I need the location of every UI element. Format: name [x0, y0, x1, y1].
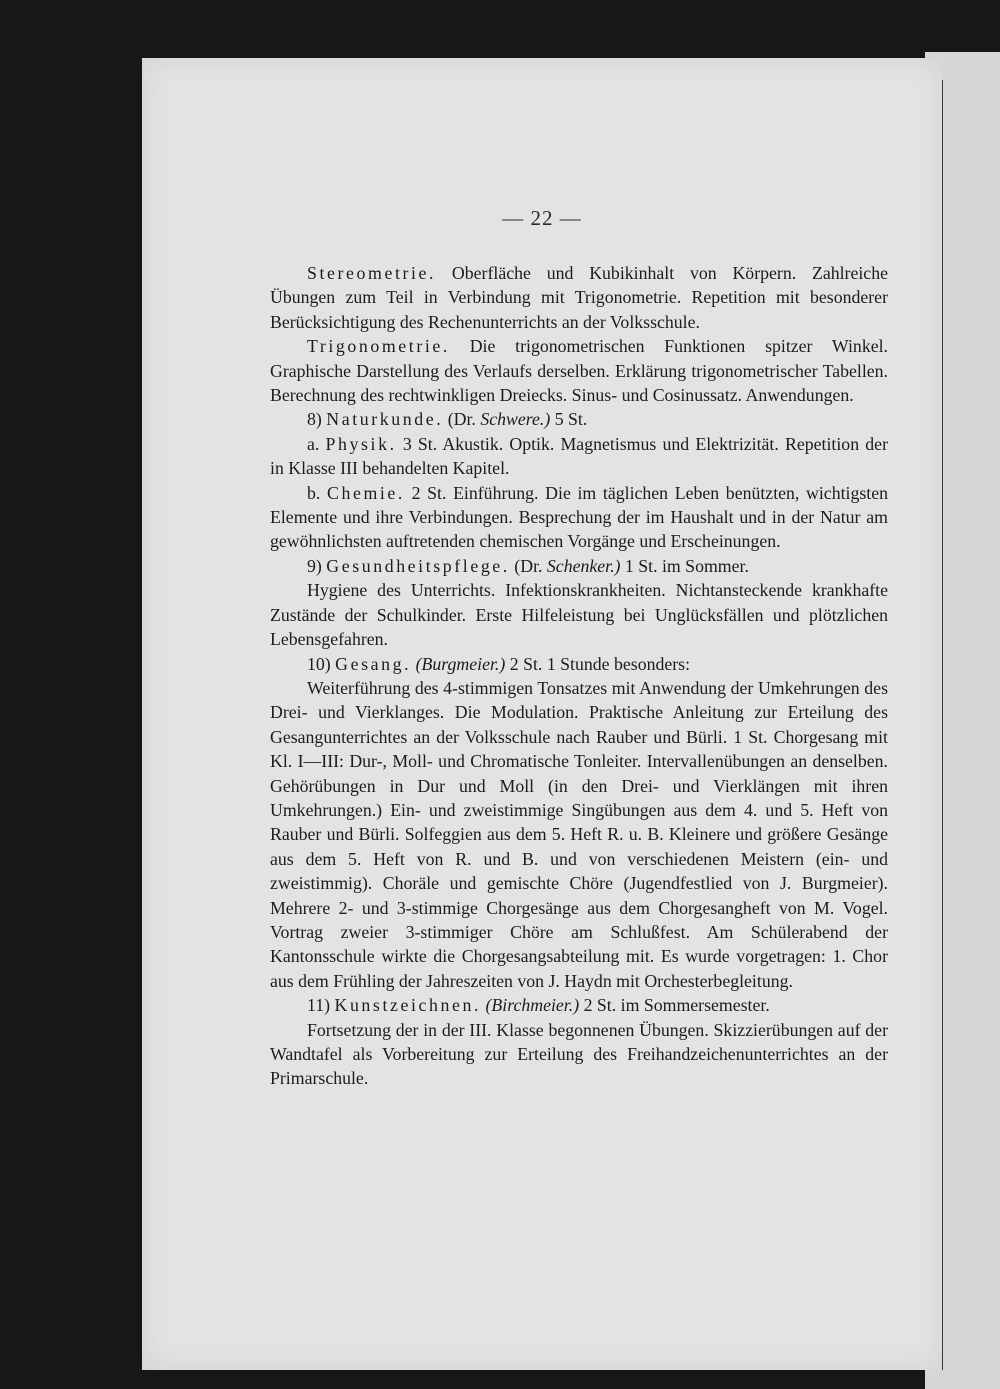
post-naturkunde: 5 St.	[550, 409, 588, 430]
number-naturkunde: 8)	[307, 409, 327, 430]
heading-gesundheitspflege: Gesundheitspflege.	[326, 555, 510, 576]
number-gesang: 10)	[307, 653, 336, 674]
heading-trigonometrie: Trigonometrie.	[307, 336, 450, 357]
teacher-naturkunde: Schwere.)	[480, 409, 551, 430]
paragraph-naturkunde	[270, 407, 888, 431]
post-gesundheitspflege: 1 St. im Sommer.	[620, 555, 749, 576]
number-gesundheitspflege: 9)	[307, 555, 327, 576]
paragraph-gesang	[270, 652, 888, 676]
prefix-chemie: b.	[307, 482, 327, 503]
paragraph-hygiene: Hygiene des Unterrichts. Infektionskrankheiten. Nichtansteckende krankhafte Zustände der Schulkinder. Erste Hilfeleistung bei Unglücksfällen und plötzlichen Lebensgefahren.	[270, 580, 888, 650]
paragraph-chemie	[270, 481, 888, 554]
page-body	[270, 261, 888, 1091]
heading-naturkunde: Naturkunde.	[326, 409, 444, 430]
paragraph-trigonometrie	[270, 334, 888, 407]
teacher-kunstzeichnen: (Birchmeier.)	[485, 995, 580, 1016]
post-gesang: 2 St. 1 Stunde besonders:	[505, 653, 691, 674]
heading-stereometrie: Stereometrie.	[307, 263, 437, 283]
paragraph-kunstzeichnen-body: Fortsetzung der in der III. Klasse begonnenen Übungen. Skizzierübungen auf der Wandtafel als Vorbereitung zur Erteilung des Freihandzeichenunterrichtes an der Primarschule.	[270, 1019, 888, 1089]
text-trigonometrie: Die trigonometrischen Funktionen spitzer Winkel. Graphische Darstellung des Verlaufs derselben. Erklärung trigonometrischer Tabellen. Berechnung des rechtwinkligen Dreiecks. Sinus- und Cosinussatz. Anwendungen.	[270, 336, 888, 406]
heading-gesang: Gesang.	[335, 653, 412, 674]
paragraph-gesang-body: Weiterführung des 4-stimmigen Tonsatzes mit Anwendung der Umkehrungen des Drei- und Vierklanges. Die Modulation. Praktische Anleitung zur Erteilung des Gesangunterrichtes an der Volksschule nach Rauber und Bürli. 1 St. Chorgesang mit Kl. I—III: Dur-, Moll- und Chromatische Tonleiter. Intervallenübungen an denselben. Gehörübungen in Dur und Moll (in den Drei- und Vierklängen mit ihren Umkehrungen.) Ein- und zweistimmige Singübungen aus dem 4. und 5. Heft von Rauber und Bürli. Solfeggien aus dem 5. Heft R. u. B. Kleinere und größere Gesänge aus dem 5. Heft von R. und B. und von verschiedenen Meistern (ein- und zweistimmig). Choräle und gemischte Chöre (Jugendfestlied von J. Burgmeier). Mehrere 2- und 3-stimmige Chorgesänge aus dem Chorgesangheft von M. Vogel. Vortrag zweier 3-stimmiger Chöre am Schlußfest. Am Schülerabend der Kantonsschule wirkte die Chorgesangsabteilung mit. Es wurde vorgetragen: 1. Chor aus dem Frühling der Jahreszeiten von J. Haydn mit Orchesterbegleitung.	[270, 677, 888, 991]
paragraph-kunstzeichnen	[270, 993, 888, 1017]
page-number: — 22 —	[502, 206, 582, 230]
prefix-physik: a.	[307, 433, 326, 454]
heading-kunstzeichnen: Kunstzeichnen.	[334, 995, 482, 1016]
post-kunstzeichnen: 2 St. im Sommersemester.	[579, 995, 770, 1016]
teacher-gesang: (Burgmeier.)	[415, 653, 506, 674]
text-physik: 3 St. Akustik. Optik. Magnetismus und Elektrizität. Repetition der in Klasse III behandelten Kapitel.	[270, 433, 888, 479]
text-stereometrie: Oberfläche und Kubikinhalt von Körpern. Zahlreiche Übungen zum Teil in Verbindung mit Trigonometrie. Repetition mit besonderer Berücksichtigung des Rechenunterrichts an der Volksschule.	[270, 263, 888, 332]
pre-gesundheitspflege: (Dr.	[509, 555, 547, 576]
text-chemie: 2 St. Einführung. Die im täglichen Leben benützten, wichtigsten Elemente und ihre Verbindungen. Besprechung der im Haushalt und in der Natur am gewöhnlichsten auftretenden chemischen Vorgänge und Erscheinungen.	[270, 482, 888, 552]
pre-naturkunde: (Dr.	[443, 409, 481, 430]
document-page	[142, 58, 942, 1370]
heading-chemie: Chemie.	[327, 482, 405, 503]
heading-physik: Physik.	[325, 433, 397, 454]
number-kunstzeichnen: 11)	[307, 995, 335, 1016]
teacher-gesundheitspflege: Schenker.)	[546, 555, 621, 576]
paragraph-gesundheitspflege	[270, 554, 888, 578]
paragraph-stereometrie	[270, 261, 888, 334]
paragraph-physik	[270, 432, 888, 481]
